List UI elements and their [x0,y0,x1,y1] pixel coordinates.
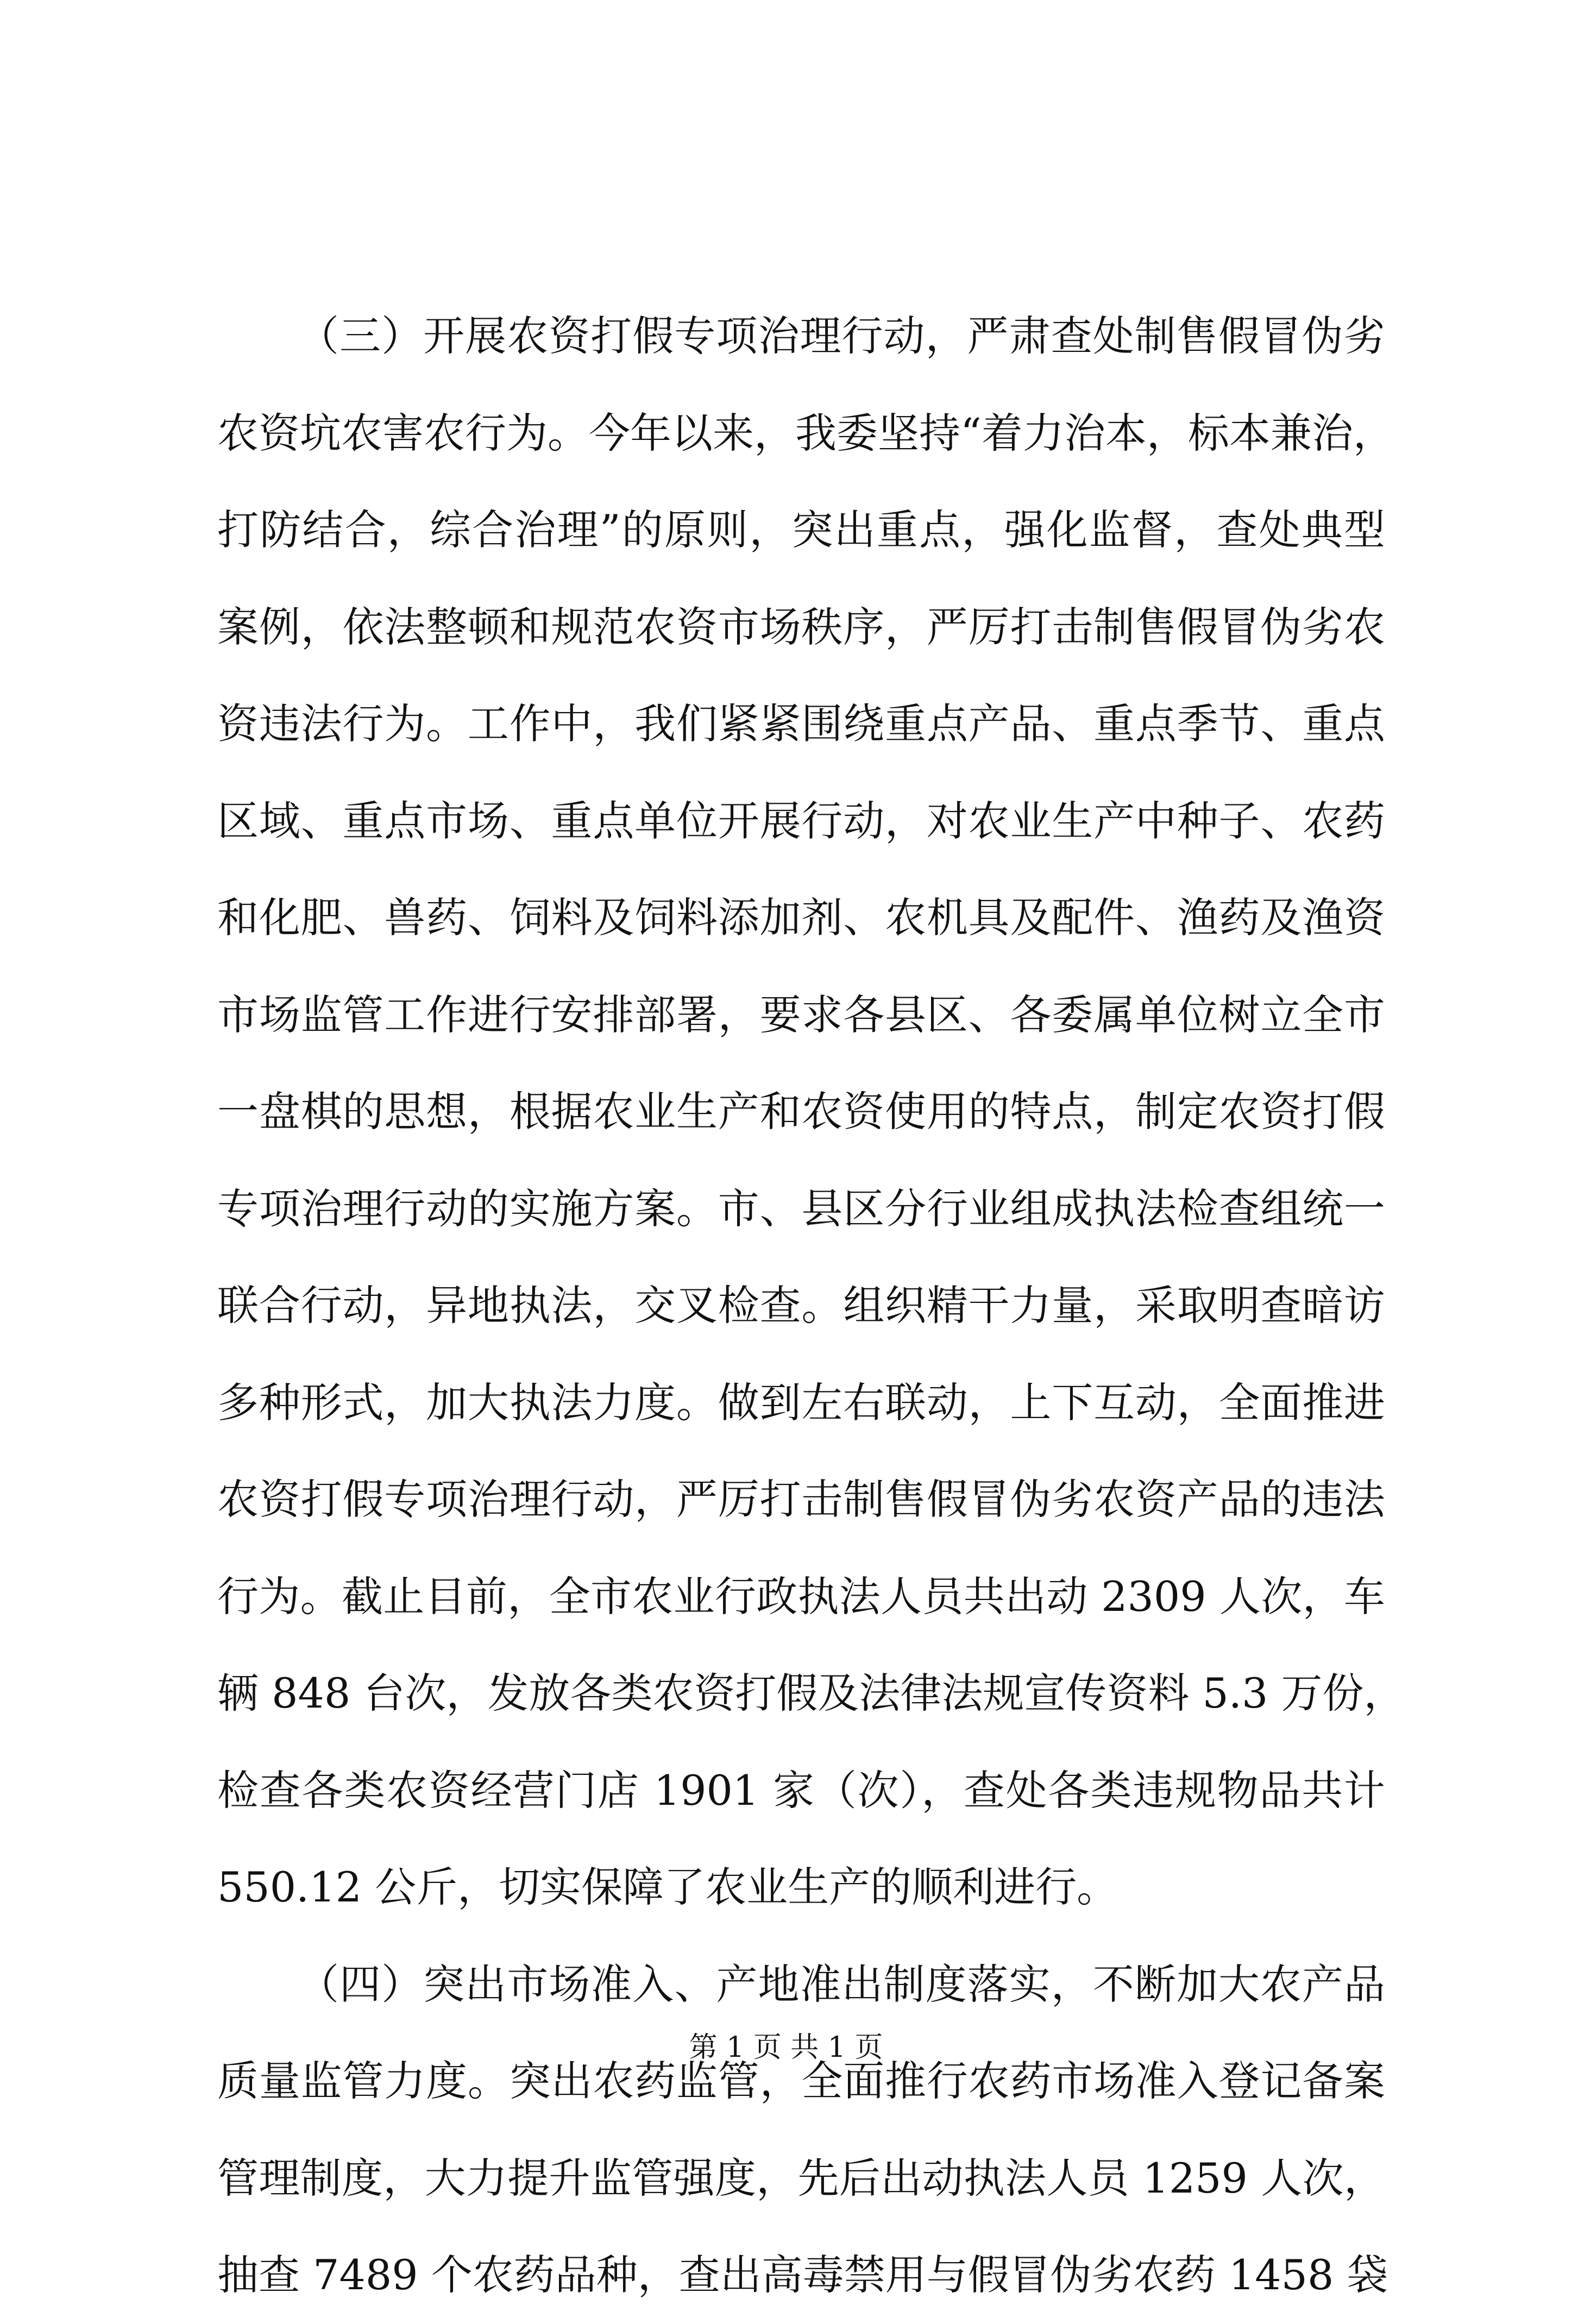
text-line: 资违法行为。工作中，我们紧紧围绕重点产品、重点季节、重点 [217,700,1385,748]
text-line: 市场监管工作进行安排部署，要求各县区、各委属单位树立全市 [217,990,1385,1039]
text-line: 行为。截止目前，全市农业行政执法人员共出动 2309 人次，车 [217,1572,1385,1621]
text-line: 案例，依法整顿和规范农资市场秩序，严厉打击制售假冒伪劣农 [217,602,1385,651]
text-line: 专项治理行动的实施方案。市、县区分行业组成执法检查组统一 [217,1184,1385,1233]
text-line: 农资打假专项治理行动，严厉打击制售假冒伪劣农资产品的违法 [217,1475,1385,1523]
text-line: 打防结合，综合治理”的原则，突出重点，强化监督，查处典型 [217,506,1385,554]
page-footer: 第 1 页 共 1 页 [689,2031,883,2064]
text-line: 区域、重点市场、重点单位开展行动，对农业生产中种子、农药 [217,796,1385,845]
text-line: 一盘棋的思想，根据农业生产和农资使用的特点，制定农资打假 [217,1087,1385,1136]
body-text [217,288,1405,2324]
text-line: 管理制度，大力提升监管强度，先后出动执法人员 1259 人次， [217,2153,1385,2202]
paragraph-3-heading-line: （三）开展农资打假专项治理行动，严肃查处制售假冒伪劣 [298,312,1385,360]
paragraph-4-heading-line: （四）突出市场准入、产地准出制度落实，不断加大农产品 [298,1960,1385,2008]
text-line: 联合行动，异地执法，交叉检查。组织精干力量，采取明查暗访 [217,1281,1385,1330]
text-line: 和化肥、兽药、饲料及饲料添加剂、农机具及配件、渔药及渔资 [217,893,1385,942]
text-line: 多种形式，加大执法力度。做到左右联动，上下互动，全面推进 [217,1378,1385,1427]
text-line: 辆 848 台次，发放各类农资打假及法律法规宣传资料 5.3 万份， [217,1669,1405,1717]
text-line: 质量监管力度。突出农药监管，全面推行农药市场准入登记备案 [217,2057,1385,2105]
text-line: 检查各类农资经营门店 1901 家（次），查处各类违规物品共计 [217,1766,1385,1815]
text-line: 农资坑农害农行为。今年以来，我委坚持“着力治本，标本兼治， [217,408,1394,457]
text-line: 抽查 7489 个农药品种，查出高毒禁用与假冒伪劣农药 1458 袋 [217,2251,1388,2299]
paragraph-3-last-line: 550.12 公斤，切实保障了农业生产的顺利进行。 [217,1863,1118,1911]
